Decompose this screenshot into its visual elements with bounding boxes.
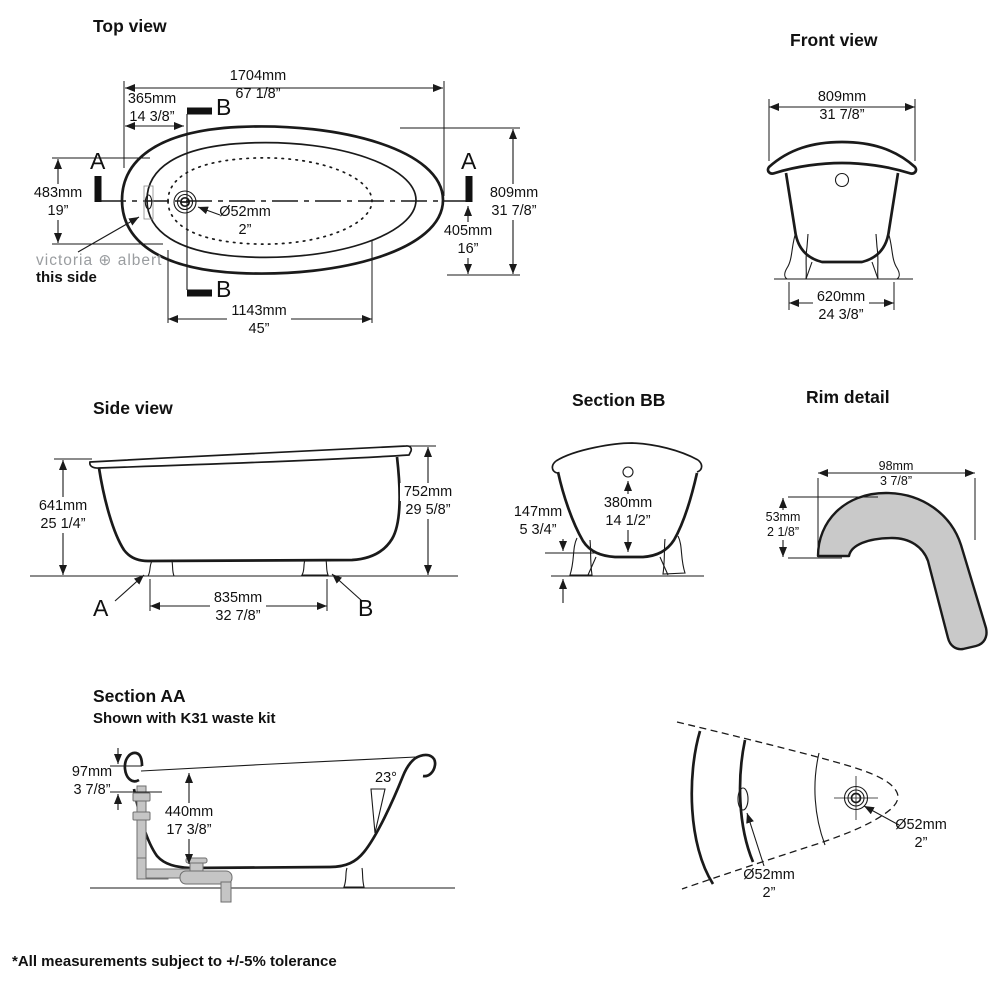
logo-note: this side	[36, 269, 97, 286]
front-view-drawing	[768, 99, 916, 310]
dim-detail-overflow: Ø52mm 2”	[743, 867, 795, 901]
overflow-leader-arrow	[747, 813, 764, 866]
section-cut-arc-inner	[740, 740, 753, 862]
aa-right-foot	[344, 868, 364, 887]
bb-overflow-hole	[623, 467, 633, 477]
dim-front-feet: 620mm 24 3/8”	[781, 288, 901, 324]
side-marker-a: A	[93, 595, 109, 621]
angle-wedge	[371, 789, 385, 833]
dim-aa-rim: 97mm 3 7/8”	[71, 764, 113, 798]
dim-top-drain: Ø52mm 2”	[219, 204, 271, 238]
front-overflow-hole	[836, 174, 849, 187]
dim-detail-drain: Ø52mm 2”	[895, 817, 947, 851]
tolerance-note: *All measurements subject to +/-5% tolerance	[12, 953, 337, 970]
section-cut-arc-outer	[692, 731, 713, 884]
dim-side-feet-span: 835mm 32 7/8”	[178, 589, 298, 625]
marker-a-leader	[115, 575, 144, 601]
dim-aa-angle: 23°	[375, 770, 397, 786]
dim-rim-height: 53mm 2 1/8”	[743, 510, 823, 540]
side-body	[99, 457, 400, 561]
marker-b-top: B	[216, 94, 232, 120]
drain-symbol	[174, 191, 196, 213]
logo-leader-arrow	[78, 217, 139, 252]
dim-side-height-back: 752mm 29 5/8”	[378, 483, 478, 519]
dim-top-width: 809mm 31 7/8”	[474, 184, 554, 220]
section-bb-title: Section BB	[572, 390, 666, 410]
marker-b-bottom: B	[216, 276, 232, 302]
dim-bb-depth: 380mm 14 1/2”	[578, 494, 678, 530]
dim-top-center: 405mm 16”	[428, 222, 508, 258]
section-aa-title: Section AA	[93, 686, 186, 706]
brand-logo: victoria ⊕ albert	[36, 252, 163, 269]
side-view-title: Side view	[93, 398, 173, 418]
section-aa-subtitle: Shown with K31 waste kit	[93, 710, 276, 727]
rim-profile	[818, 493, 987, 649]
dim-rim-width: 98mm 3 7/8”	[878, 459, 914, 488]
inner-wall-arc	[815, 753, 825, 845]
dim-front-width: 809mm 31 7/8”	[817, 89, 867, 123]
front-rim	[768, 142, 916, 174]
marker-a-right: A	[461, 148, 477, 174]
dim-top-inner-width: 483mm 19”	[18, 184, 98, 220]
drain-detail-drawing	[677, 722, 899, 889]
side-foot-right	[302, 560, 328, 575]
bb-foot-left	[570, 538, 592, 575]
tub-outer-rim	[122, 126, 443, 273]
dim-top-length: 1704mm 67 1/8”	[229, 68, 287, 102]
dim-top-base-length: 1143mm 45”	[199, 302, 319, 338]
side-rim	[90, 446, 411, 468]
rim-detail-title: Rim detail	[806, 387, 890, 407]
side-foot-left	[148, 561, 174, 576]
bb-rim	[556, 443, 698, 461]
front-view-title: Front view	[790, 30, 878, 50]
top-view-title: Top view	[93, 16, 167, 36]
side-marker-b: B	[358, 595, 374, 621]
dim-side-height-front: 641mm 25 1/4”	[13, 497, 113, 533]
rim-detail-drawing	[783, 473, 987, 649]
detail-drain-hole	[834, 776, 878, 820]
dim-top-offset: 365mm 14 3/8”	[127, 91, 177, 125]
marker-a-left: A	[90, 148, 106, 174]
dim-aa-depth: 440mm 17 3/8”	[139, 803, 239, 839]
dim-bb-clearance: 147mm 5 3/4”	[513, 504, 563, 538]
